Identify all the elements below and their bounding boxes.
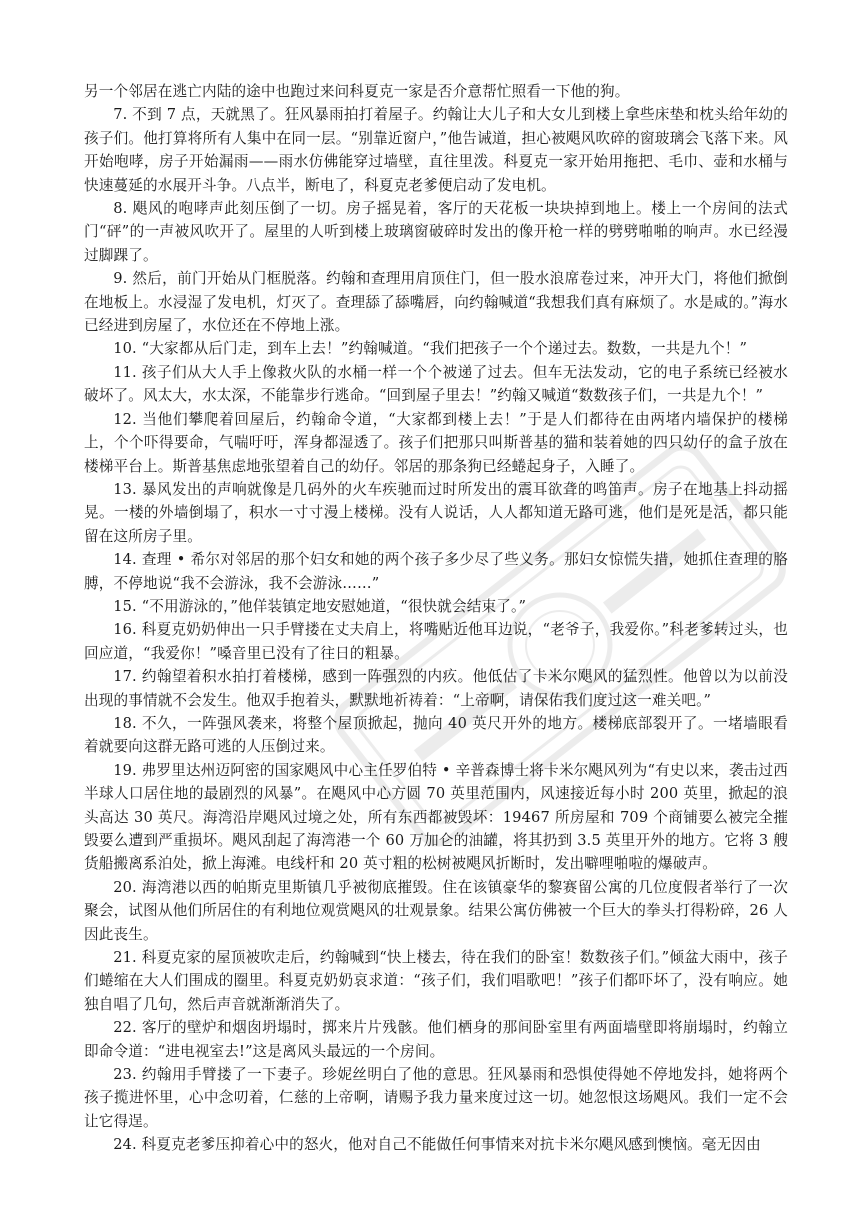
paragraph-8: 8. 飓风的咆哮声此刻压倒了一切。房子摇晃着，客厅的天花板一块块掉到地上。楼上一个房间的法式门“砰”的一声被风吹开了。屋里的人听到楼上玻璃窗破碎时发出的像开枪一样的劈劈啪啪的响声。水已经漫过脚踝了。 [84, 200, 788, 264]
paragraph-18: 18. 不久，一阵强风袭来，将整个屋顶掀起，抛向 40 英尺开外的地方。楼梯底部裂开了。一堵墙眼看着就要向这群无路可逃的人压倒过来。 [84, 714, 788, 756]
paragraph-15: 15. “不用游泳的，”他佯装镇定地安慰她道，“很快就会结束了。” [113, 597, 527, 615]
paragraph-14: 14. 查理 • 希尔对邻居的那个妇女和她的两个孩子多少尽了些义务。那妇女惊慌失措，她抓住查理的胳膊，不停地说“我不会游泳，我不会游泳……” [84, 551, 788, 592]
paragraph-13: 13. 暴风发出的声响就像是几码外的火车疾驰而过时所发出的震耳欲聋的鸣笛声。房子在地基上抖动摇晃。一楼的外墙倒塌了，积水一寸寸漫上楼梯。没有人说话，人人都知道无路可逃，他们是死是活，都只能留在这所房子里。 [84, 480, 788, 545]
paragraph-10: 10. “大家都从后门走，到车上去！”约翰喊道。“我们把孩子一个个递过去。数数，一共是九个！” [113, 340, 748, 358]
paragraph-7: 7. 不到 7 点，天就黑了。狂风暴雨拍打着屋子。约翰让大儿子和大女儿到楼上拿些床垫和枕头给年幼的孩子们。他打算将所有人集中在同一层。“别靠近窗户，”他告诫道，担心被飓风吹碎的窗玻璃会飞落下来。风开始咆哮，房子开始漏雨——雨水仿佛能穿过墙壁，直往里泼。科夏克一家开始用拖把、毛巾、壶和水桶与快速蔓延的水展开斗争。八点半，断电了，科夏克老爹便启动了发电机。 [84, 106, 788, 194]
paragraph-21: 21. 科夏克家的屋顶被吹走后，约翰喊到“快上楼去，待在我们的卧室！数数孩子们。”倾盆大雨中，孩子们蜷缩在大人们围成的圈里。科夏克奶奶哀求道：“孩子们，我们唱歌吧！”孩子们都吓坏了，没有响应。她独自唱了几句，然后声音就渐渐消失了。 [84, 949, 788, 1013]
paragraph-16: 16. 科夏克奶奶伸出一只手臂搂在丈夫肩上，将嘴贴近他耳边说，“老爷子，我爱你。”科老爹转过头，也回应道，“我爱你！”嗓音里已没有了往日的粗暴。 [84, 621, 788, 662]
paragraph-23: 23. 约翰用手臂搂了一下妻子。珍妮丝明白了他的意思。狂风暴雨和恐惧使得她不停地发抖，她将两个孩子揽进怀里，心中念叨着，仁慈的上帝啊，请赐予我力量来度过这一切。她忽恨这场飓风。我们一定不会让它得逞。 [84, 1066, 788, 1130]
paragraph-12: 12. 当他们攀爬着回屋后，约翰命令道，“大家都到楼上去！”于是人们都待在由两堵内墙保护的楼梯上，个个吓得要命，气喘吁吁，浑身都湿透了。孩子们把那只叫斯普基的猫和装着她的四只幼仔的盒子放在楼梯平台上。斯普基焦虑地张望着自己的幼仔。邻居的那条狗已经蜷起身子，入睡了。 [84, 410, 788, 475]
paragraph-24: 24. 科夏克老爹压抑着心中的怒火，他对自己不能做任何事情来对抗卡米尔飓风感到懊恼。毫无因由 [113, 1136, 761, 1154]
paragraph-22: 22. 客厅的壁炉和烟囱坍塌时，掷来片片残骸。他们栖身的那间卧室里有两面墙壁即将崩塌时，约翰立即命令道：“进电视室去!”这是离风头最远的一个房间。 [84, 1019, 788, 1060]
paragraph-continued: 另一个邻居在逃亡内陆的途中也跑过来问科夏克一家是否介意帮忙照看一下他的狗。 [84, 83, 630, 100]
paragraph-19: 19. 弗罗里达州迈阿密的国家飓风中心主任罗伯特 • 辛普森博士将卡米尔飓风列为“有史以来，袭击过西半球人口居住地的最剧烈的风暴”。在飓风中心方圆 70 英里范围内，风速接近每小时 200 英里，掀起的浪头高达 30 英尺。海湾沿岸飓风过境之处，所有东西都被毁坏：19467 所房屋和 709 个商铺要么被完全摧毁要么遭到严重损坏。飓风刮起了海湾港一个 60 万加仑的油罐，将其扔到 3.5 英里开外的地方。它将 3 艘货船搬离系泊处，掀上海滩。电线杆和 20 英寸粗的松树被飓风折断时，发出噼哩啪啦的爆破声。 [84, 761, 788, 873]
paragraph-20: 20. 海湾港以西的帕斯克里斯镇几乎被彻底摧毁。住在该镇豪华的黎赛留公寓的几位度假者举行了一次聚会，试图从他们所居住的有利地位观赏飓风的壮观景象。结果公寓仿佛被一个巨大的拳头打得粉碎，26 人因此丧生。 [84, 878, 788, 943]
paragraph-11: 11. 孩子们从大人手上像救火队的水桶一样一个个被递了过去。但车无法发动，它的电子系统已经被水破坏了。风太大，水太深，不能靠步行逃命。“回到屋子里去！”约翰又喊道“数数孩子们，一共是九个！” [84, 363, 788, 405]
paragraph-17: 17. 约翰望着积水拍打着楼梯，感到一阵强烈的内疚。他低估了卡米尔飓风的猛烈性。他曾以为以前没出现的事情就不会发生。他双手抱着头，默默地祈祷着：“上帝啊，请保佑我们度过这一难关吧。” [84, 668, 788, 709]
document-body [84, 80, 788, 1157]
paragraph-9: 9. 然后，前门开始从门框脱落。约翰和查理用肩顶住门，但一股水浪席卷过来，冲开大门，将他们掀倒在地板上。水浸湿了发电机，灯灭了。查理舔了舔嘴唇，向约翰喊道“我想我们真有麻烦了。水是咸的。”海水已经进到房屋了，水位还在不停地上涨。 [84, 270, 788, 335]
